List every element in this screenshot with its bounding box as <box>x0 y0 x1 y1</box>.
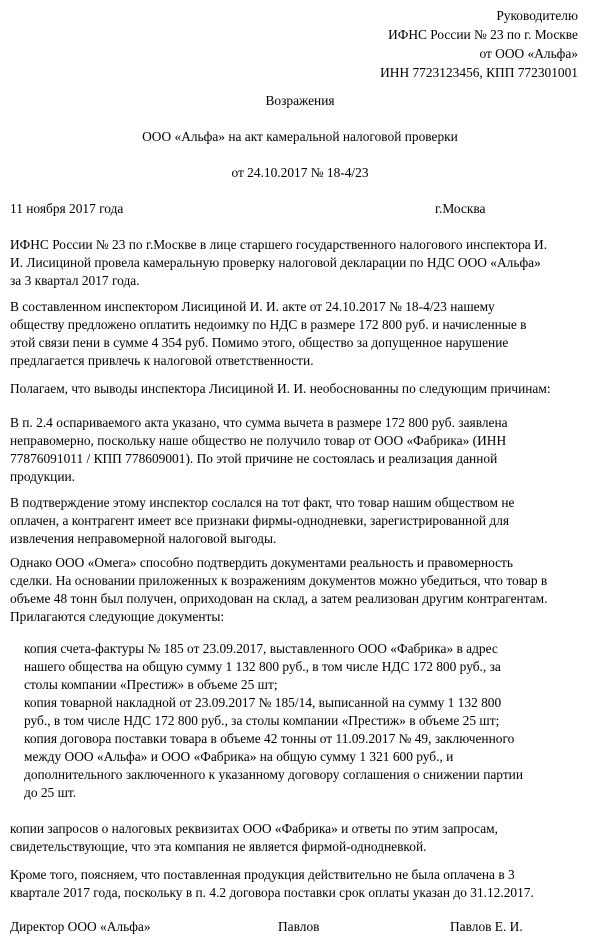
document-title: Возражения <box>265 93 335 108</box>
text-line: предлагается привлечь к налоговой ответственности. <box>10 353 314 368</box>
text-line: неправомерно, поскольку наше общество не получило товар от ООО «Фабрика» (ИНН <box>10 433 507 448</box>
text-line: В п. 2.4 оспариваемого акта указано, что сумма вычета в размере 172 800 руб. заявлена <box>10 415 508 430</box>
text-line: 77876091011 / КПП 778609001). По этой причине не состоялась и реализация данной <box>10 451 498 466</box>
list-item: дополнительного заключенного к указанному договору соглашения о снижении партии <box>24 767 524 782</box>
paragraph-8 <box>10 866 570 902</box>
text-line: Прилагаются следующие документы: <box>10 609 225 624</box>
text-line: Полагаем, что выводы инспектора Лисициной И. И. необоснованны по следующим причинам: <box>10 381 551 396</box>
attachments-list <box>24 640 584 802</box>
text-line: копии запросов о налоговых реквизитах ООО «Фабрика» и ответы по этим запросам, <box>10 821 498 836</box>
list-item: между ООО «Альфа» и ООО «Фабрика» на общую сумму 1 321 600 руб., и <box>24 749 454 764</box>
list-item: столы компании «Престиж» в объеме 25 шт; <box>24 677 278 692</box>
paragraph-5 <box>10 494 570 548</box>
text-line: квартале 2017 года, поскольку в п. 4.2 договора поставки срок оплаты указан до 31.12.2017. <box>10 885 534 900</box>
text-line: ИФНС России № 23 по г.Москве в лице старшего государственного налогового инспектора И. <box>10 237 548 252</box>
addressee-block <box>380 6 578 82</box>
signature-sign: Павлов <box>278 919 320 934</box>
text-line: оплачен, а контрагент имеет все признаки фирмы-однодневки, зарегистрированной для <box>10 513 510 528</box>
list-item: нашего общества на общую сумму 1 132 800 руб., в том числе НДС 172 800 руб., за <box>24 659 501 674</box>
addressee-line-2: ИФНС России № 23 по г. Москве <box>388 27 578 42</box>
addressee-line-1: Руководителю <box>496 8 578 23</box>
paragraph-1 <box>10 236 570 290</box>
text-line: объеме 48 тонн был получен, оприходован на склад, а затем реализован другим контрагентам. <box>10 591 548 606</box>
text-line: В подтверждение этому инспектор сослался на тот факт, что товар нашим обществом не <box>10 495 515 510</box>
text-line: этой связи пени в сумме 4 354 руб. Помимо этого, общество за допущенное нарушение <box>10 335 509 350</box>
text-line: извлечения неправомерной налоговой выгоды. <box>10 531 277 546</box>
paragraph-3 <box>10 380 570 398</box>
signature-name: Павлов Е. И. <box>450 919 523 934</box>
text-line: Кроме того, поясняем, что поставленная продукция действительно не была оплачена в 3 <box>10 867 515 882</box>
list-item: копия договора поставки товара в объеме 42 тонны от 11.09.2017 № 49, заключенного <box>24 731 515 746</box>
addressee-line-4: ИНН 7723123456, КПП 772301001 <box>380 65 578 80</box>
text-line: И. Лисициной провела камеральную проверку налоговой декларации по НДС ООО «Альфа» <box>10 255 541 270</box>
text-line: продукции. <box>10 469 76 484</box>
signature-position: Директор ООО «Альфа» <box>10 919 151 934</box>
paragraph-2 <box>10 298 570 370</box>
text-line: сделки. На основании приложенных к возражениям документов можно убедиться, что товар в <box>10 573 548 588</box>
addressee-line-3: от ООО «Альфа» <box>479 46 578 61</box>
list-item: руб., в том числе НДС 172 800 руб., за столы компании «Престиж» в объеме 25 шт; <box>24 713 500 728</box>
list-item: до 25 шт. <box>24 785 77 800</box>
document-city: г.Москва <box>435 201 486 216</box>
list-item: копия счета-фактуры № 185 от 23.09.2017, выставленного ООО «Фабрика» в адрес <box>24 641 498 656</box>
text-line: свидетельствующие, что эта компания не является фирмой-однодневкой. <box>10 839 427 854</box>
text-line: Однако ООО «Омега» способно подтвердить документами реальность и правомерность <box>10 555 514 570</box>
paragraph-7 <box>10 820 570 856</box>
document-subtitle: ООО «Альфа» на акт камеральной налоговой проверки <box>142 129 458 144</box>
paragraph-6 <box>10 554 570 626</box>
document-date: 11 ноября 2017 года <box>10 201 124 216</box>
paragraph-4 <box>10 414 570 486</box>
text-line: В составленном инспектором Лисициной И. И. акте от 24.10.2017 № 18-4/23 нашему <box>10 299 495 314</box>
text-line: обществу предложено оплатить недоимку по НДС в размере 172 800 руб. и начисленные в <box>10 317 527 332</box>
list-item: копия товарной накладной от 23.09.2017 № 185/14, выписанной на сумму 1 132 800 <box>24 695 502 710</box>
text-line: за 3 квартал 2017 года. <box>10 273 140 288</box>
document-reference: от 24.10.2017 № 18-4/23 <box>231 165 369 180</box>
